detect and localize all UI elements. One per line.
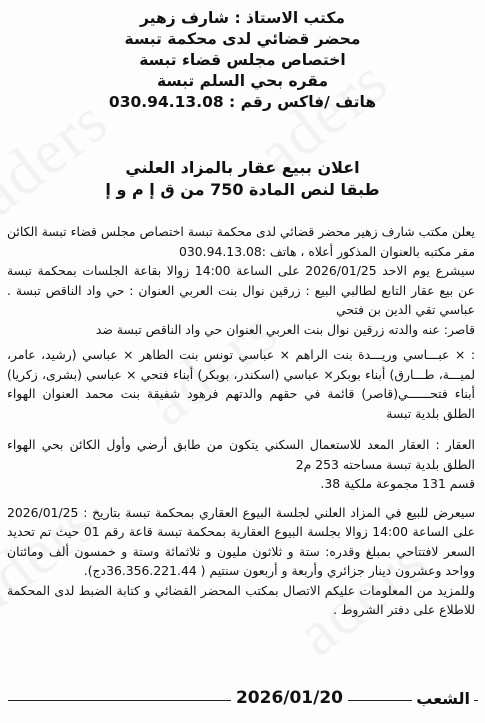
office-name: مكتب الاستاذ : شارف زهير [140,9,345,27]
title-legal-basis: طبقا لنص المادة 750 من ق إ م و إ [105,180,380,199]
bailiff-header [0,8,485,113]
publication-footer [8,688,478,719]
title-main: اعلان ببيع عقار بالمزاد العلني [125,158,360,177]
publication-date: 2026/01/20 [231,688,348,708]
jurisdiction: اختصاص مجلس قضاء تبسة [139,51,346,69]
property-paragraph: العقار : العقار المعد للاستعمال السكني يتكون من طابق أرضي وأول الكائن بحي الهواء الطلق بلدية تبسة مساحته 253 م2 [7,437,475,472]
announcement-body [7,222,475,620]
section-paragraph: قسم 131 مجموعة ملكية 38. [320,476,475,491]
announcement-title [0,157,485,201]
auction-paragraph: سيعرض للبيع في المزاد العلني لجلسة البيوع العقاري بمحكمة تبسة بتاريخ : 2026/01/25 على الساعة 14:00 زوالا بجلسة البيوع العقارية بمحكمة تبسة قاعة رقم 01 حيث تم تحديد السعر لافتتاحي بمبلغ وقدره: ستة و ثلاثون مليون و ثلاثمائة وستة و خمسون ألف ومائتان وواحد وعشرون دينار جزائري وأربعة و أربعون سنتيم ( 36.356.221.44دج). [7,504,475,578]
office-phone: هاتف /فاكس رقم : 030.94.13.08 [108,93,377,111]
office-address: مقره بحي السلم تبسة [156,72,329,90]
defendants-paragraph: : × عبـــاسي وريـــدة بنت الراهم × عباسي تونس بنت الطاهر × عباسي (رشيد، عامر، لميـــة، طـــارق) أبناء بوبكر× عباسي (اسكندر، بوبكر) أبناء فتحي × عباسي (بشرى، زكريا) أبناء فتحــــــي(قاصر) قائمة في حقهم والدتهم فرهود شفيقة بنت محمد العنوان الهواء الطلق بلدية تبسة [7,347,475,421]
intro-paragraph: يعلن مكتب شارف زهير محضر قضائي لدى محكمة تبسة اختصاص مجلس قضاء تبسة الكائن مقر مكتبه بالعنوان المذكور أعلاه ، هاتف :030.94.13.08 [7,224,475,259]
contact-paragraph: وللمزيد من المعلومات عليكم الاتصال بمكتب المحضر القضائي و كتابة الضبط لدى المحكمة للاطلاع على دفتر الشروط . [7,582,475,617]
newspaper-name: الشعب [412,689,474,708]
bailiff-role: محضر قضائي لدى محكمة تبسة [124,30,361,48]
session-paragraph: سيشرع يوم الاحد 2026/01/25 على الساعة 14:00 زوالا بقاعة الجلسات بمحكمة تبسة عن بيع عقار التابع لطالبي البيع : زرقين نوال بنت العربي العنوان : حي واد الناقص تبسة . عباسي تقي الدين بن فتحي [7,263,475,317]
minors-paragraph: قاصر: عنه والدته زرقين نوال بنت العربي العنوان حي واد الناقص تبسة ضد [95,321,475,337]
